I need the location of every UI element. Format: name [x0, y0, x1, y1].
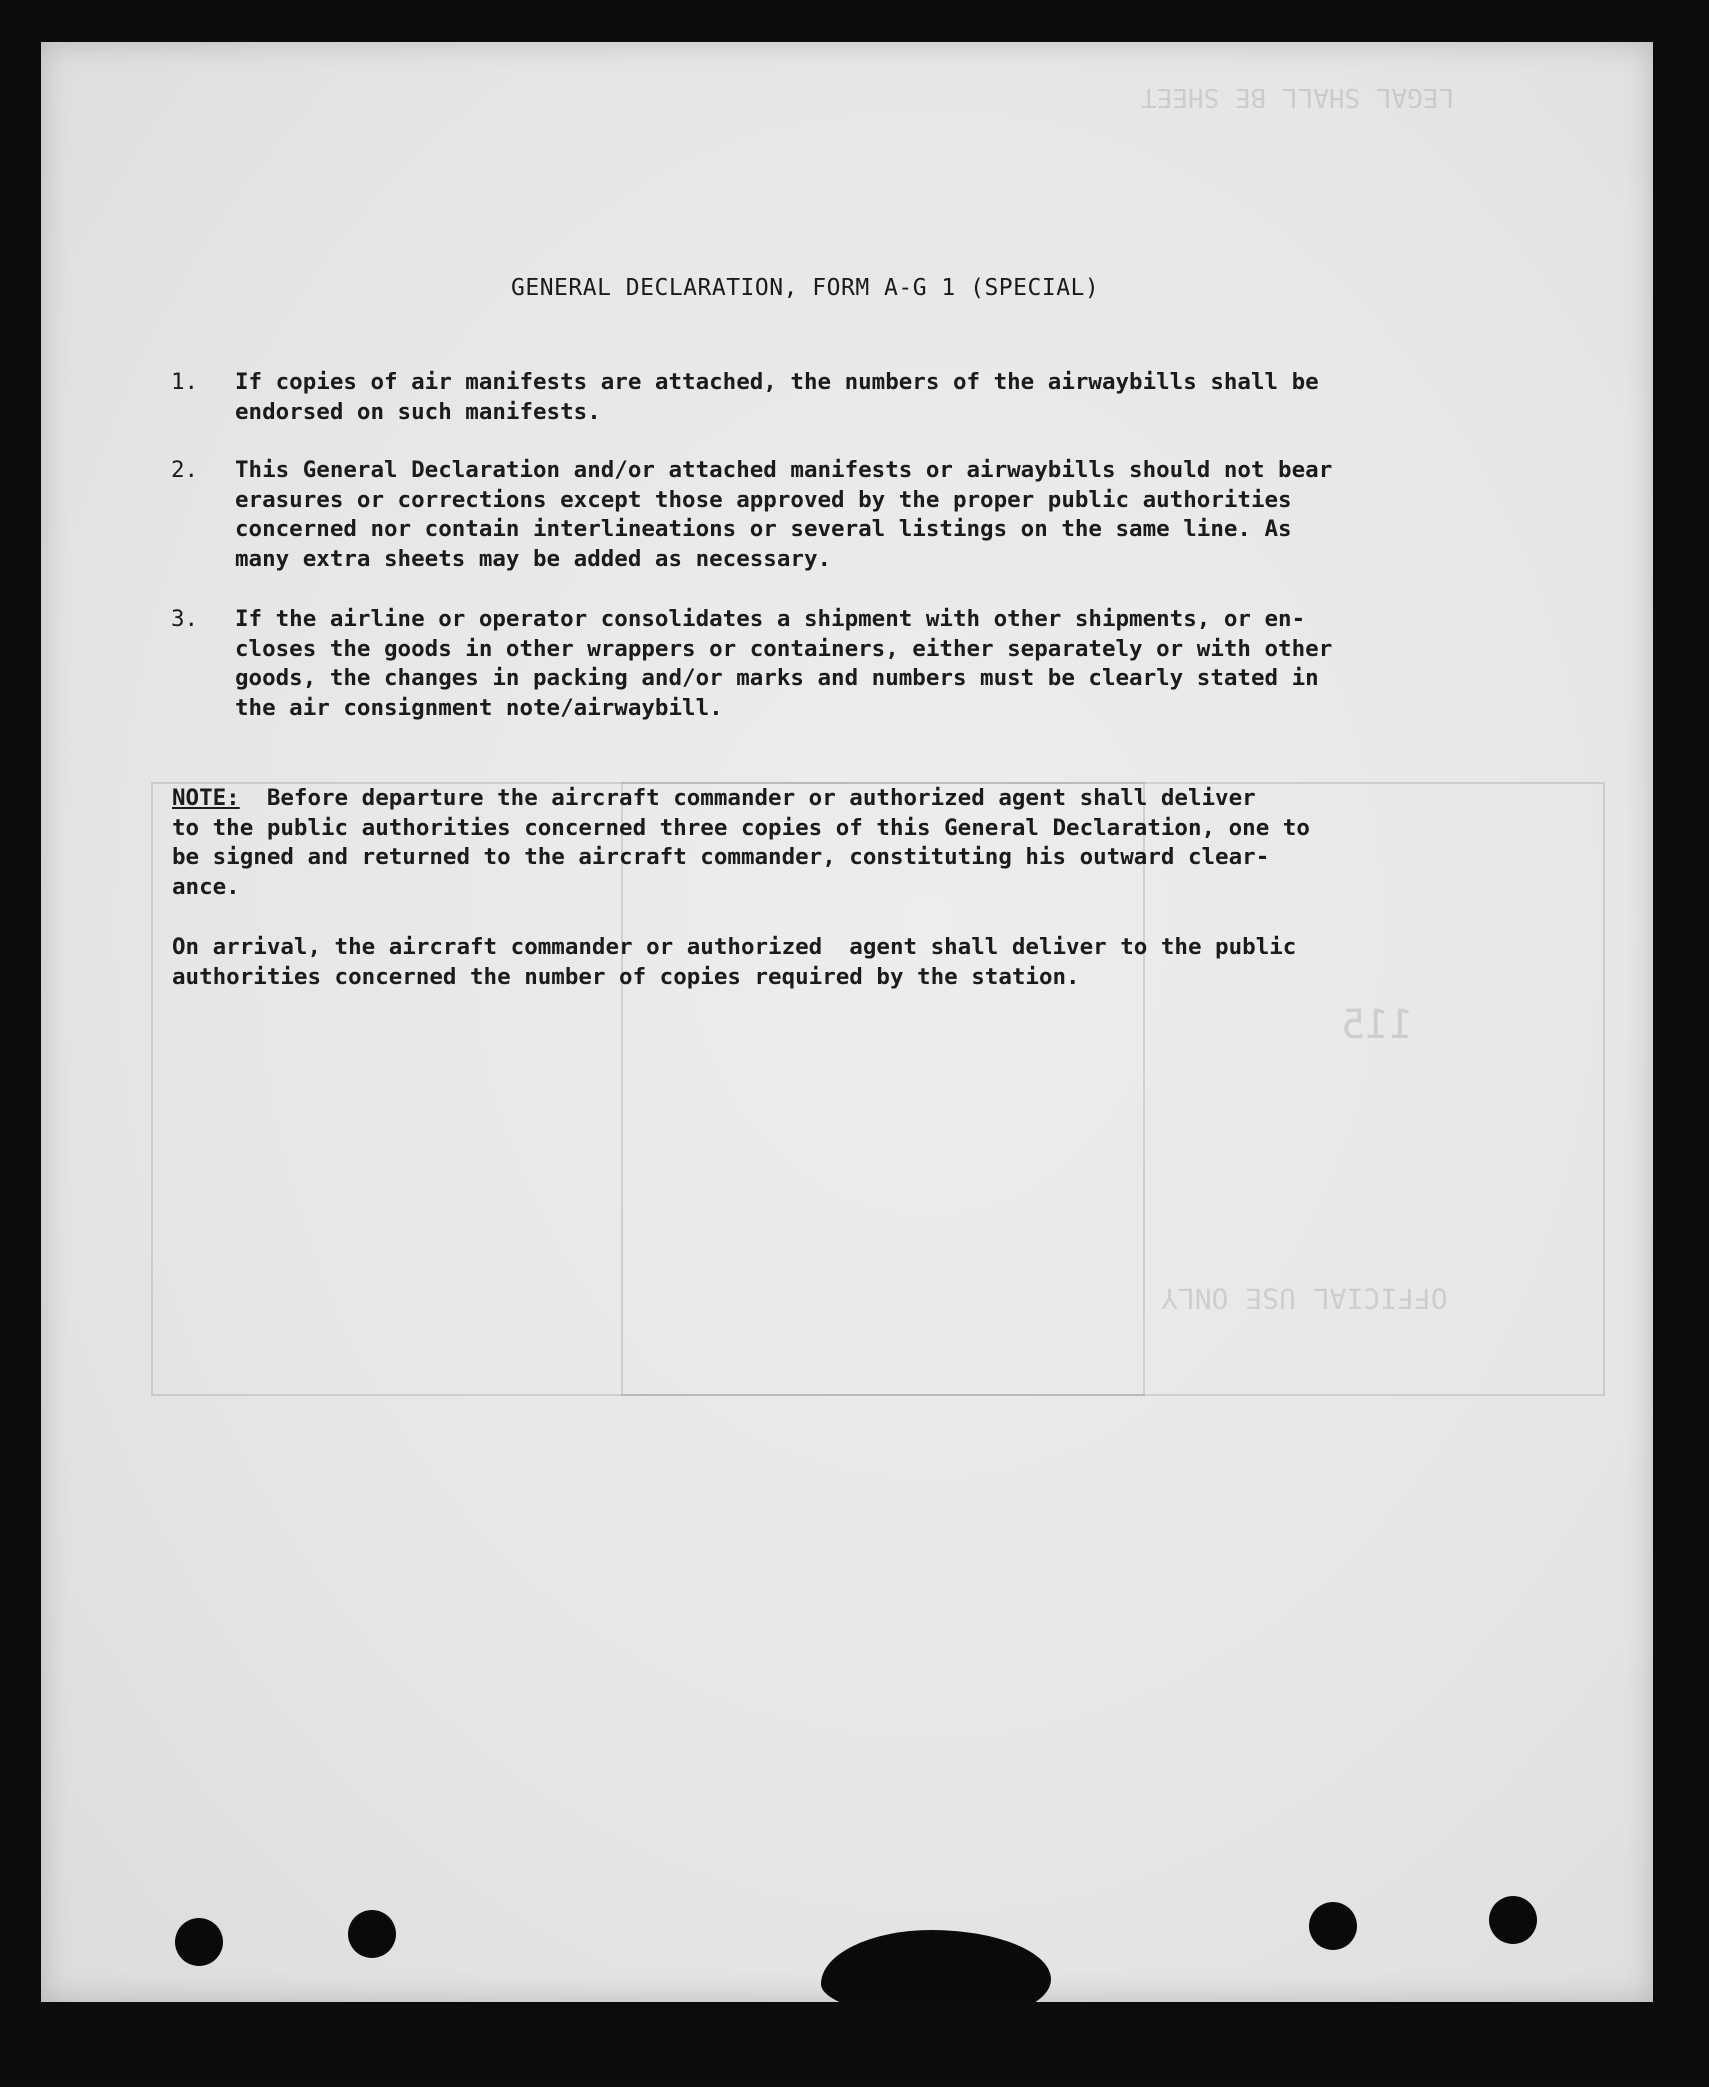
- item-line: If the airline or operator consolidates a shipment with other shipments, or en-: [235, 606, 1306, 632]
- item-line: goods, the changes in packing and/or marks and numbers must be clearly stated in: [235, 665, 1319, 691]
- note-line: [172, 784, 1552, 814]
- punch-hole: [175, 1918, 223, 1966]
- arrival-paragraph: [172, 933, 1552, 992]
- item-number: 1.: [171, 369, 199, 395]
- note-label: NOTE:: [172, 785, 240, 811]
- punch-hole: [348, 1910, 396, 1958]
- note-line: be signed and returned to the aircraft commander, constituting his outward clear-: [172, 844, 1270, 870]
- punch-hole: [1309, 1902, 1357, 1950]
- note-paragraph: [172, 784, 1552, 902]
- item-number: 3.: [171, 606, 199, 632]
- document-page: [41, 42, 1653, 2002]
- bleed-through-text: LEGAL SHALL BE SHEET: [1141, 82, 1455, 112]
- item-text: [235, 368, 1540, 427]
- arrival-line: On arrival, the aircraft commander or authorized agent shall deliver to the public: [172, 934, 1297, 960]
- item-line: If copies of air manifests are attached, the numbers of the airwaybills shall be: [235, 369, 1319, 395]
- torn-edge-mark: [821, 1930, 1051, 2002]
- page-title: GENERAL DECLARATION, FORM A-G 1 (SPECIAL): [511, 275, 1100, 301]
- item-line: closes the goods in other wrappers or containers, either separately or with other: [235, 635, 1333, 662]
- punch-hole: [1489, 1896, 1537, 1944]
- item-line: concerned nor contain interlineations or several listings on the same line. As: [235, 516, 1292, 542]
- note-text: Before departure the aircraft commander or authorized agent shall deliver: [239, 785, 1256, 811]
- item-line: many extra sheets may be added as necessary.: [235, 545, 832, 572]
- arrival-line: authorities concerned the number of copies required by the station.: [172, 963, 1080, 990]
- item-text: [235, 605, 1540, 723]
- note-line: to the public authorities concerned three copies of this General Declaration, one to: [172, 814, 1310, 841]
- item-line: This General Declaration and/or attached manifests or airwaybills should not bear: [235, 457, 1333, 483]
- note-line: ance.: [172, 873, 240, 900]
- item-line: endorsed on such manifests.: [235, 398, 601, 425]
- bleed-through-text: OFFICIAL USE ONLY: [1161, 1282, 1448, 1315]
- item-number: 2.: [171, 457, 199, 483]
- item-text: [235, 456, 1540, 574]
- bleed-through-text: 115: [1341, 1002, 1414, 1048]
- item-line: the air consignment note/airwaybill.: [235, 694, 723, 721]
- item-line: erasures or corrections except those approved by the proper public authorities: [235, 486, 1292, 513]
